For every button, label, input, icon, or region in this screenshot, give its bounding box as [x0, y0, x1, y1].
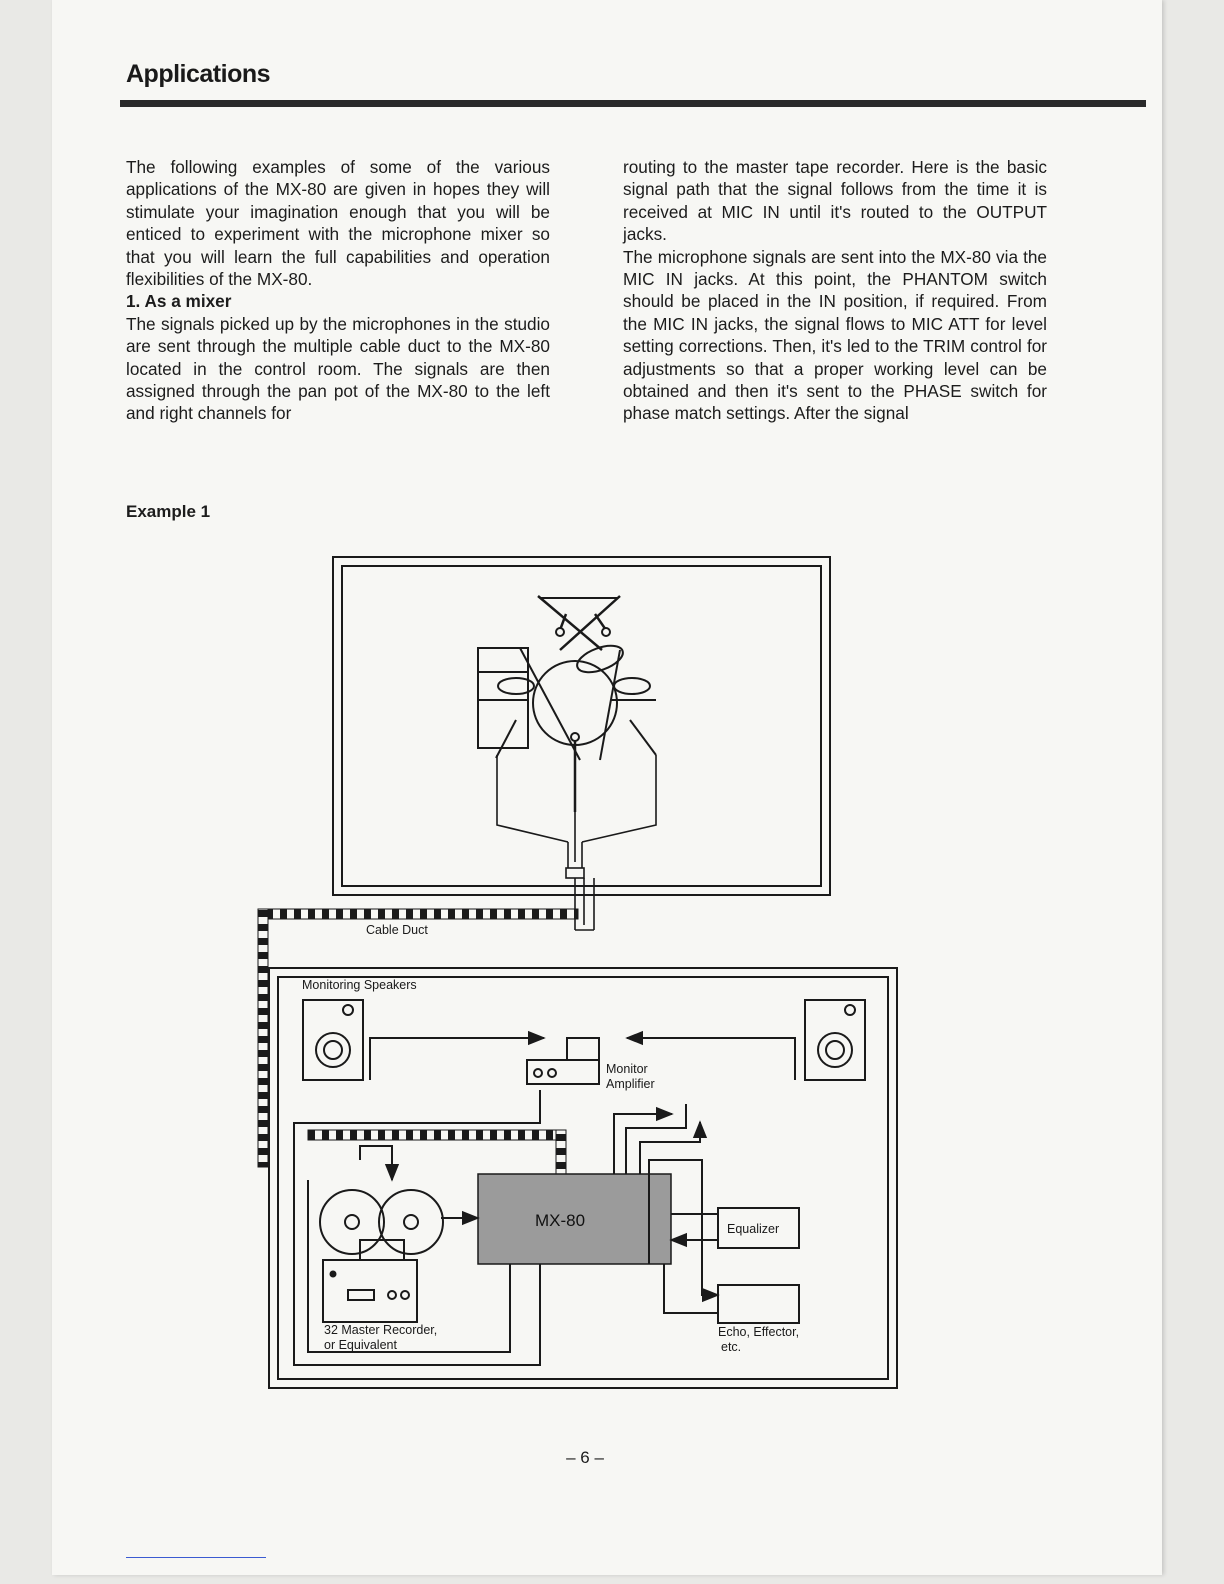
intro-paragraph: The following examples of some of the various applications of the MX-80 are given in hopes they will stimulate your imagination enough that you will be enticed to experiment with the microphone mixer so that you will learn the full capabilities and operation flexibilities of the MX-80. [126, 157, 550, 290]
monitor-amplifier-label-2: Amplifier [606, 1077, 655, 1091]
echo-effector-label-1: Echo, Effector, [718, 1325, 800, 1339]
echo-effector-label-2: etc. [721, 1340, 742, 1354]
monitor-amplifier-label-1: Monitor [606, 1062, 648, 1076]
master-recorder-label-2: or Equivalent [324, 1338, 397, 1352]
mx80-label: MX-80 [535, 1211, 586, 1230]
cable-duct-label: Cable Duct [366, 923, 428, 937]
routing-paragraph: routing to the master tape recorder. Here is the basic signal path that the signal follows from the time it is received at MIC IN until it's routed to the OUTPUT jacks. [623, 157, 1047, 245]
cable-duct-bottom [308, 1130, 566, 1140]
mixer-paragraph: The signals picked up by the microphones in the studio are sent through the multiple cable duct to the MX-80 located in the control room. The signals are then assigned through the pan pot of the MX-80 to the left and right channels for [126, 313, 550, 424]
right-speaker-icon [805, 1000, 865, 1080]
equalizer-label: Equalizer [727, 1222, 780, 1236]
left-speaker-icon [303, 1000, 363, 1080]
master-recorder-label-1: 32 Master Recorder, [324, 1323, 438, 1337]
cable-duct-top [258, 909, 578, 919]
drum-kit-icon [478, 598, 656, 764]
page-number: – 6 – [566, 1448, 604, 1467]
master-recorder-icon [320, 1190, 443, 1322]
monitor-amplifier [527, 1038, 599, 1084]
section-subheading: 1. As a mixer [126, 291, 232, 312]
signal-path-paragraph: The microphone signals are sent into the MX-80 via the MIC IN jacks. At this point, the PHANTOM switch should be placed in the IN position, if required. From the MIC IN jacks, the signal flows to MIC ATT for level setting corrections. Then, it's led to the TRIM control for adjustments so that a proper working level can be obtained and then it's sent to the PHASE switch for phase match settings. After the signal [623, 246, 1047, 424]
cable-duct-left [258, 909, 268, 1167]
echo-effector-box [718, 1285, 799, 1323]
footer-rule [126, 1557, 266, 1558]
page-title: Applications [126, 60, 271, 88]
monitoring-speakers-label: Monitoring Speakers [302, 978, 417, 992]
studio-room-inner [342, 566, 821, 886]
example-label: Example 1 [126, 502, 211, 521]
